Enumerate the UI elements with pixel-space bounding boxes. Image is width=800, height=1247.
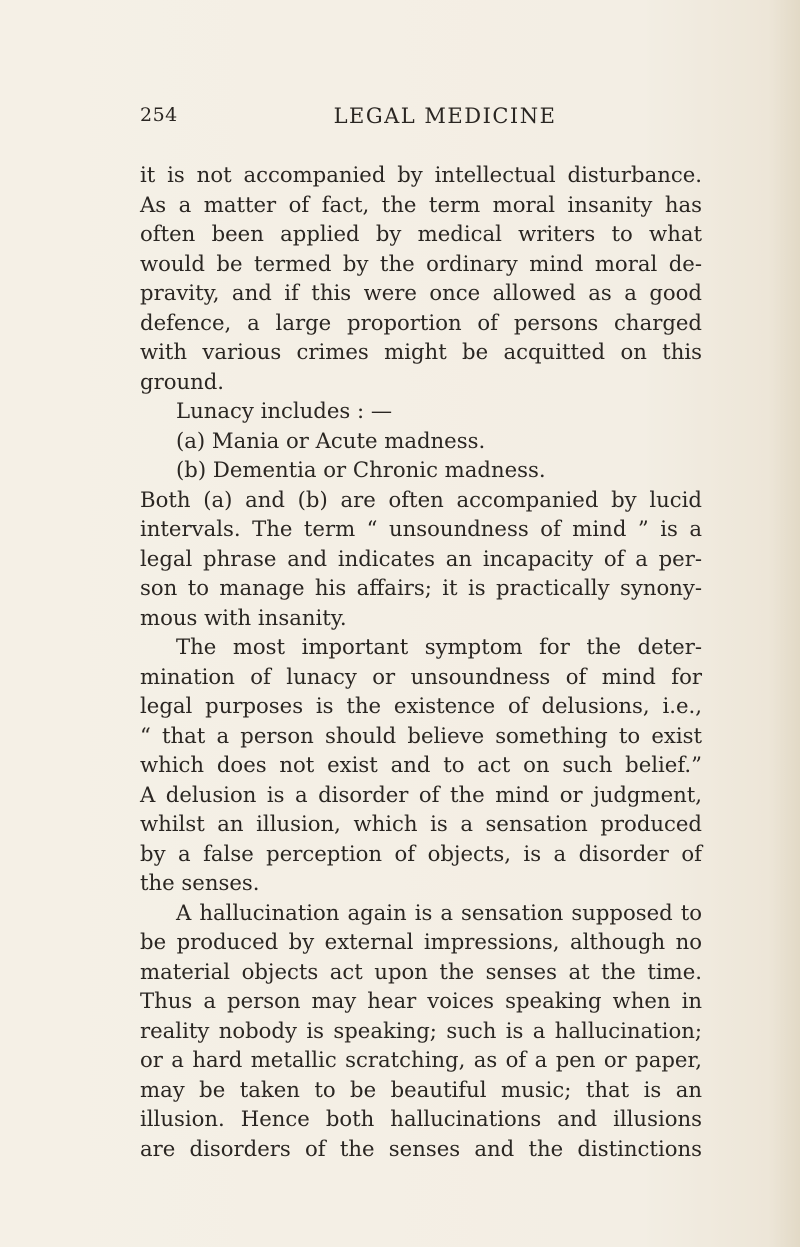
list-item-b: (b) Dementia or Chronic madness.: [176, 457, 546, 482]
text-line: legal purposes is the existence of delusions, i.e.,: [140, 693, 702, 718]
text-line: ground.: [140, 368, 225, 394]
text-line: Lunacy includes : —: [176, 398, 393, 423]
text-line: whilst an illusion, which is a sensation produced: [140, 811, 702, 836]
text-line: mous with insanity.: [140, 604, 347, 630]
text-line: by a false perception of objects, is a disorder of: [140, 840, 702, 866]
text-line: may be taken to be beautiful music; that is an: [140, 1076, 702, 1102]
page-number: 254: [140, 104, 178, 126]
text-line: son to manage his affairs; it is practically synony-: [140, 575, 702, 600]
text-line: The most important symptom for the deter-: [176, 634, 702, 659]
text-line: are disorders of the senses and the distinctions: [140, 1135, 702, 1161]
text-line: legal phrase and indicates an incapacity of a per-: [140, 545, 702, 571]
text-line: with various crimes might be acquitted on this: [140, 339, 702, 364]
text-line: which does not exist and to act on such belief.”: [140, 752, 702, 777]
page-header: [140, 104, 700, 134]
text-line: it is not accompanied by intellectual disturbance.: [140, 162, 702, 187]
text-line: pravity, and if this were once allowed as a good: [140, 280, 702, 305]
text-line: mination of lunacy or unsoundness of mind for: [140, 663, 702, 689]
text-line: A hallucination again is a sensation supposed to: [176, 899, 702, 925]
text-line: be produced by external impressions, although no: [140, 929, 702, 954]
running-title: LEGAL MEDICINE: [333, 104, 557, 128]
text-line: intervals. The term “ unsoundness of mind ” is a: [140, 516, 702, 541]
text-line: Both (a) and (b) are often accompanied by lucid: [140, 486, 702, 512]
text-line: Thus a person may hear voices speaking when in: [140, 988, 702, 1013]
text-line: As a matter of fact, the term moral insanity has: [140, 191, 702, 217]
text-line: illusion. Hence both hallucinations and illusions: [140, 1106, 702, 1131]
text-line: defence, a large proportion of persons charged: [140, 309, 702, 335]
text-line: reality nobody is speaking; such is a hallucination;: [140, 1017, 702, 1043]
text-line: would be termed by the ordinary mind moral de-: [140, 250, 702, 276]
body-text: [140, 160, 702, 1163]
text-line: or a hard metallic scratching, as of a pen or paper,: [140, 1047, 702, 1072]
list-item-a: (a) Mania or Acute madness.: [176, 427, 486, 453]
text-line: “ that a person should believe something to exist: [140, 722, 702, 748]
text-line: material objects act upon the senses at the time.: [140, 958, 702, 984]
text-line: A delusion is a disorder of the mind or judgment,: [140, 781, 702, 807]
text-line: often been applied by medical writers to what: [140, 221, 702, 246]
text-line: the senses.: [140, 870, 260, 895]
